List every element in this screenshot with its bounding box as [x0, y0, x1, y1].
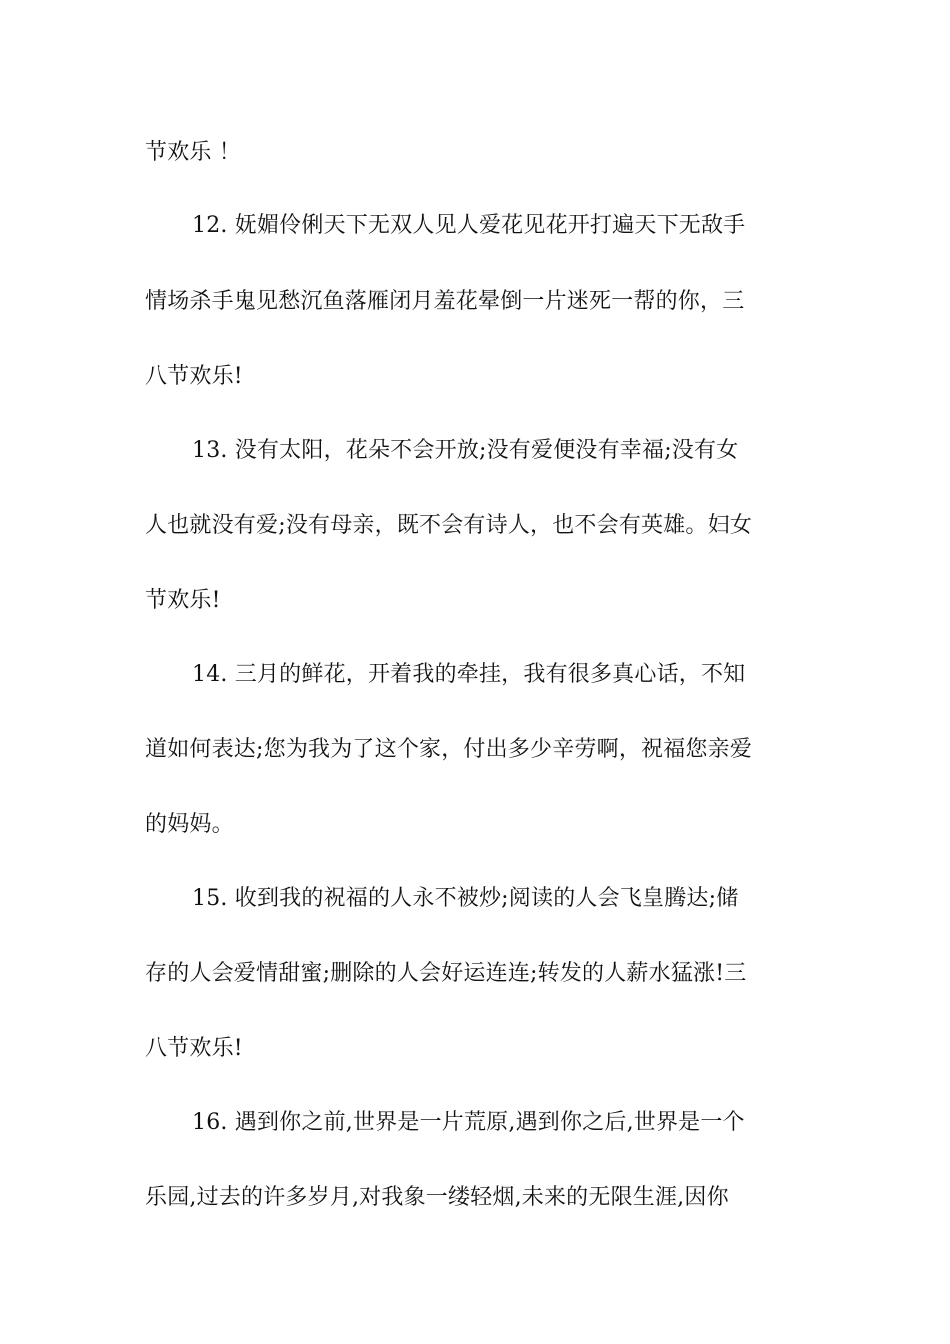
text-line: 乐园,过去的许多岁月,对我象一缕轻烟,未来的无限生涯,因你: [145, 1185, 729, 1210]
list-item-15: 15. 收到我的祝福的人永不被炒;阅读的人会飞皇腾达;储: [192, 886, 739, 911]
text-line: 的妈妈。: [145, 812, 234, 837]
list-item-16: 16. 遇到你之前,世界是一片荒原,遇到你之后,世界是一个: [192, 1110, 745, 1135]
text-line: 存的人会爱情甜蜜;删除的人会好运连连;转发的人薪水猛涨!三: [145, 961, 747, 986]
text-line: 情场杀手鬼见愁沉鱼落雁闭月羞花晕倒一片迷死一帮的你，三: [145, 289, 745, 314]
list-item-14: 14. 三月的鲜花，开着我的牵挂，我有很多真心话，不知: [192, 662, 746, 687]
text-line: 节欢乐 ！: [145, 140, 241, 165]
text-line: 人也就没有爱;没有母亲，既不会有诗人，也不会有英雄。妇女: [145, 513, 753, 538]
text-line: 节欢乐!: [145, 588, 221, 613]
list-item-12: 12. 妩媚伶俐天下无双人见人爱花见花开打遍天下无敌手: [192, 213, 746, 238]
text-line: 八节欢乐!: [145, 1036, 243, 1061]
text-line: 八节欢乐!: [145, 364, 243, 389]
list-item-13: 13. 没有太阳，花朵不会开放;没有爱便没有幸福;没有女: [192, 438, 739, 463]
text-line: 道如何表达;您为我为了这个家，付出多少辛劳啊，祝福您亲爱: [145, 737, 753, 762]
